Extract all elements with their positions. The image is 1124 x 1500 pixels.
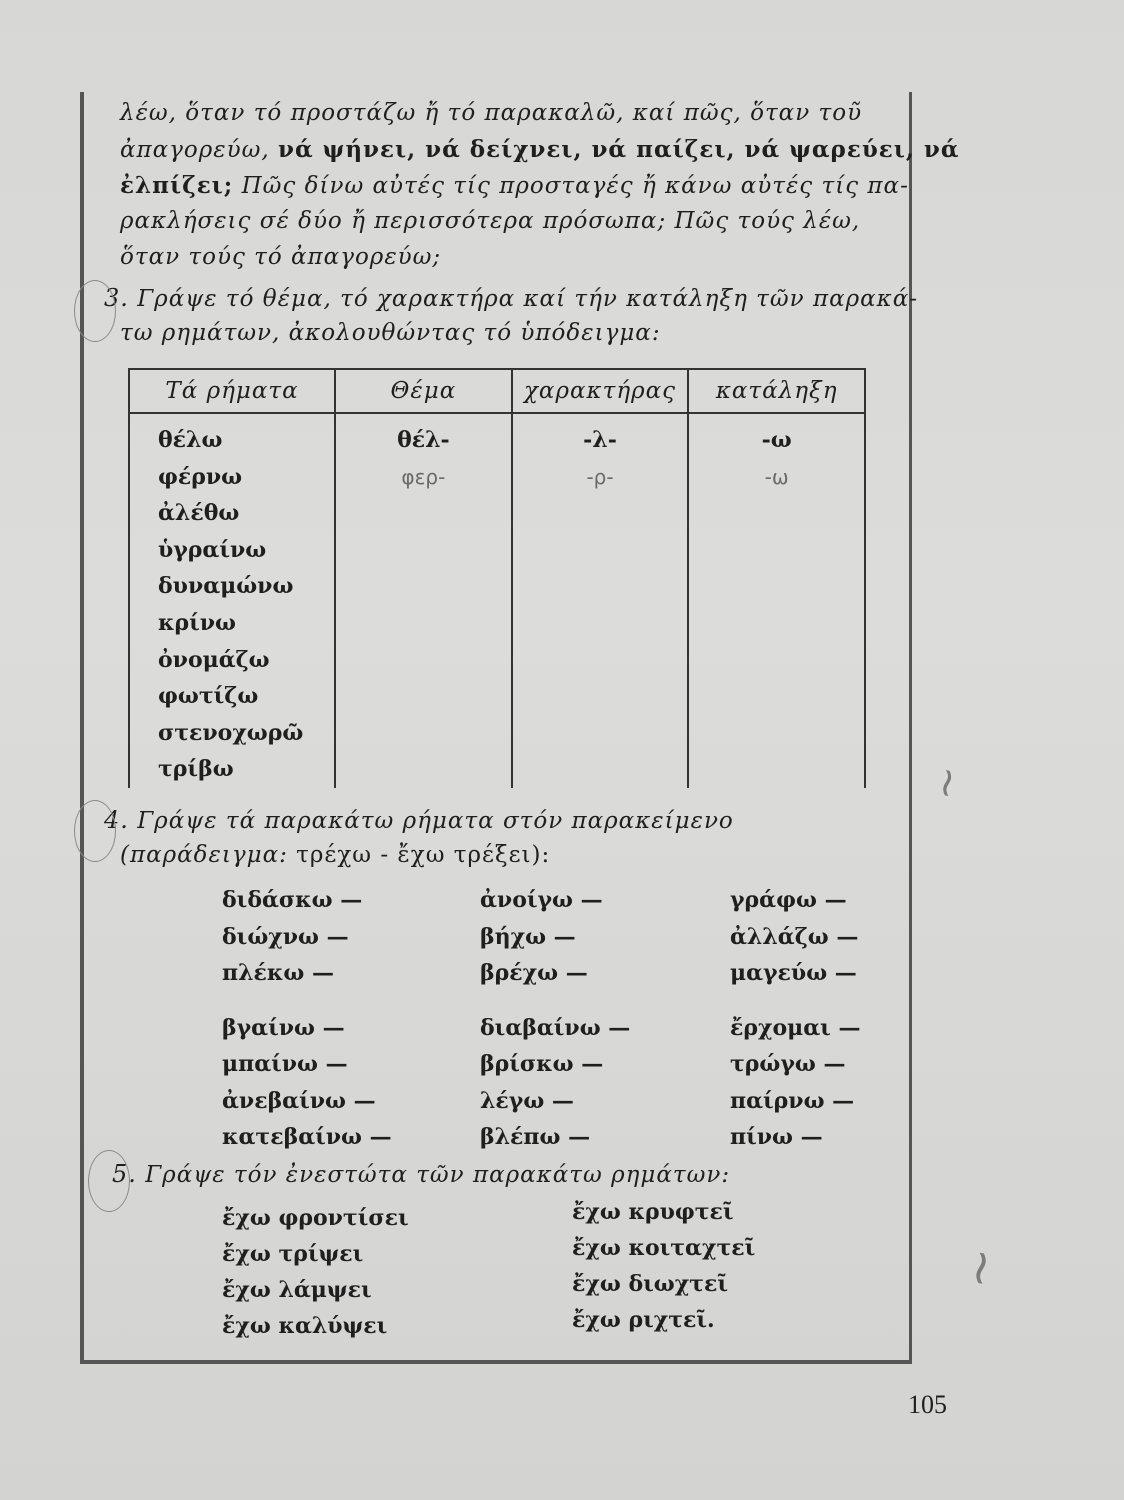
- ex4-verb: πίνω —: [730, 1124, 823, 1150]
- ex5-verb: ἔχω ριχτεῖ.: [572, 1307, 715, 1333]
- ex5-verb: ἔχω φροντίσει: [222, 1205, 409, 1231]
- ex3-heading-2: τω ρημάτων, ἀκολουθώντας τό ὑπόδειγμα:: [120, 320, 661, 346]
- intro-line-3-italic: Πῶς δίνω αὐτές τίς προσταγές ἤ κάνω αὐτές τίς πα-: [241, 173, 909, 199]
- ex5-verb: ἔχω τρίψει: [222, 1241, 364, 1267]
- verb-analysis-table: [128, 368, 866, 788]
- ex4-verb: ἔρχομαι —: [730, 1014, 861, 1041]
- ex5-verb: ἔχω διωχτεῖ: [572, 1271, 729, 1297]
- ex5-verb: ἔχω κρυφτεῖ: [572, 1199, 734, 1225]
- pencil-scribble: ~: [921, 762, 973, 804]
- ex4-verb: βρέχω —: [480, 960, 588, 986]
- ex5-heading: [112, 1160, 730, 1188]
- ex5-column-2: [572, 1194, 755, 1338]
- intro-line-4: ρακλήσεις σέ δύο ἤ περισσότερα πρόσωπα; Πῶς τούς λέω,: [120, 208, 861, 234]
- ex4-verb: ἀνοίγω —: [480, 887, 603, 913]
- pencil-circle: [74, 280, 116, 342]
- ex4-verb: διώχνω —: [222, 923, 349, 950]
- ex4-verb: ἀνεβαίνω —: [222, 1087, 376, 1114]
- intro-line-2-bold: νά ψήνει, νά δείχνει, νά παίζει, νά ψαρεύει, νά: [278, 136, 960, 163]
- pencil-circle: [88, 1150, 130, 1212]
- ex4-verb: τρώγω —: [730, 1051, 846, 1077]
- example-theme: θέλ-: [397, 427, 450, 453]
- ex4-example: τρέχω - ἔχω τρέξει):: [296, 842, 551, 868]
- ending-column: [688, 413, 865, 788]
- handwritten-theme: φερ-: [401, 464, 446, 489]
- verb-column: [129, 413, 335, 788]
- ex3-text-1: Γράψε τό θέμα, τό χαρακτήρα καί τήν κατάληξη τῶν παρακά-: [137, 286, 919, 312]
- header-theme: Θέμα: [335, 369, 512, 413]
- intro-line-3: [120, 172, 909, 199]
- ex4-gap: [480, 992, 630, 1010]
- ex5-number: 5.: [112, 1160, 137, 1188]
- ex4-verb: διαβαίνω —: [480, 1014, 631, 1041]
- ex4-verb: βήχω —: [480, 923, 576, 950]
- verb-list: [130, 422, 334, 788]
- verb-item: ὀνομάζω: [158, 646, 270, 673]
- ex4-column-2: [480, 882, 630, 1156]
- ex4-column-1: [222, 882, 392, 1156]
- intro-line-3-bold: ἐλπίζει;: [120, 172, 234, 199]
- ex4-verb: παίρνω —: [730, 1087, 855, 1114]
- ex4-verb: μπαίνω —: [222, 1051, 348, 1077]
- character-column: [512, 413, 689, 788]
- ex4-gap: [730, 992, 861, 1010]
- ex4-heading-2: [120, 842, 550, 868]
- header-character: χαρακτήρας: [512, 369, 689, 413]
- ex4-verb: κατεβαίνω —: [222, 1124, 392, 1150]
- ex5-verb: ἔχω λάμψει: [222, 1277, 372, 1303]
- ex5-text: Γράψε τόν ἐνεστώτα τῶν παρακάτω ρημάτων:: [145, 1162, 731, 1188]
- ex4-verb: μαγεύω —: [730, 960, 857, 986]
- ex4-verb: λέγω —: [480, 1087, 574, 1114]
- ex4-verb: βρίσκω —: [480, 1051, 604, 1077]
- example-character: -λ-: [583, 427, 617, 453]
- verb-item: ἀλέθω: [158, 500, 240, 527]
- ex3-number: 3.: [104, 284, 129, 312]
- intro-line-5: ὅταν τούς τό ἀπαγορεύω;: [120, 244, 442, 270]
- ex4-verb: βγαίνω —: [222, 1014, 345, 1041]
- verb-item: τρίβω: [158, 756, 234, 783]
- handwritten-ending: -ω: [764, 464, 789, 489]
- header-ending: κατάληξη: [688, 369, 865, 413]
- verb-item: κρίνω: [158, 609, 236, 636]
- page-number: 105: [908, 1390, 947, 1419]
- ex4-verb: βλέπω —: [480, 1124, 591, 1150]
- ex5-verb: ἔχω καλύψει: [222, 1313, 388, 1339]
- intro-line-1: λέω, ὅταν τό προστάζω ἤ τό παρακαλῶ, καί πῶς, ὅταν τοῦ: [120, 100, 863, 126]
- ex5-verb: ἔχω κοιταχτεῖ: [572, 1235, 756, 1261]
- ex4-text-1: Γράψε τά παρακάτω ρήματα στόν παρακείμενο: [137, 808, 734, 834]
- header-verbs: Τά ρήματα: [129, 369, 335, 413]
- handwritten-character: -ρ-: [586, 464, 614, 489]
- verb-item: στενοχωρῶ: [158, 719, 304, 746]
- ex4-verb: γράφω —: [730, 887, 847, 913]
- ex4-column-3: [730, 882, 861, 1156]
- ex4-gap: [222, 992, 392, 1010]
- verb-item: φέρνω: [158, 463, 243, 490]
- verb-item: δυναμώνω: [158, 573, 294, 600]
- ex4-heading-1: [104, 806, 734, 834]
- ex4-verb: διδάσκω —: [222, 887, 363, 913]
- verb-item: θέλω: [158, 427, 223, 453]
- pencil-circle: [74, 800, 116, 862]
- ex5-column-1: [222, 1200, 409, 1344]
- pencil-scribble: ~: [949, 1243, 1012, 1293]
- intro-line-2: [120, 136, 960, 163]
- ex4-verb: πλέκω —: [222, 960, 334, 986]
- ex3-heading-1: [104, 284, 918, 312]
- verb-item: φωτίζω: [158, 683, 259, 710]
- example-ending: -ω: [761, 427, 792, 453]
- ex4-example-label: (παράδειγμα:: [120, 842, 288, 868]
- verb-item: ὑγραίνω: [158, 536, 267, 563]
- theme-column: [335, 413, 512, 788]
- ex4-verb: ἀλλάζω —: [730, 923, 859, 950]
- ex4-number: 4.: [104, 806, 129, 834]
- intro-line-2-italic: ἀπαγορεύω,: [120, 137, 270, 163]
